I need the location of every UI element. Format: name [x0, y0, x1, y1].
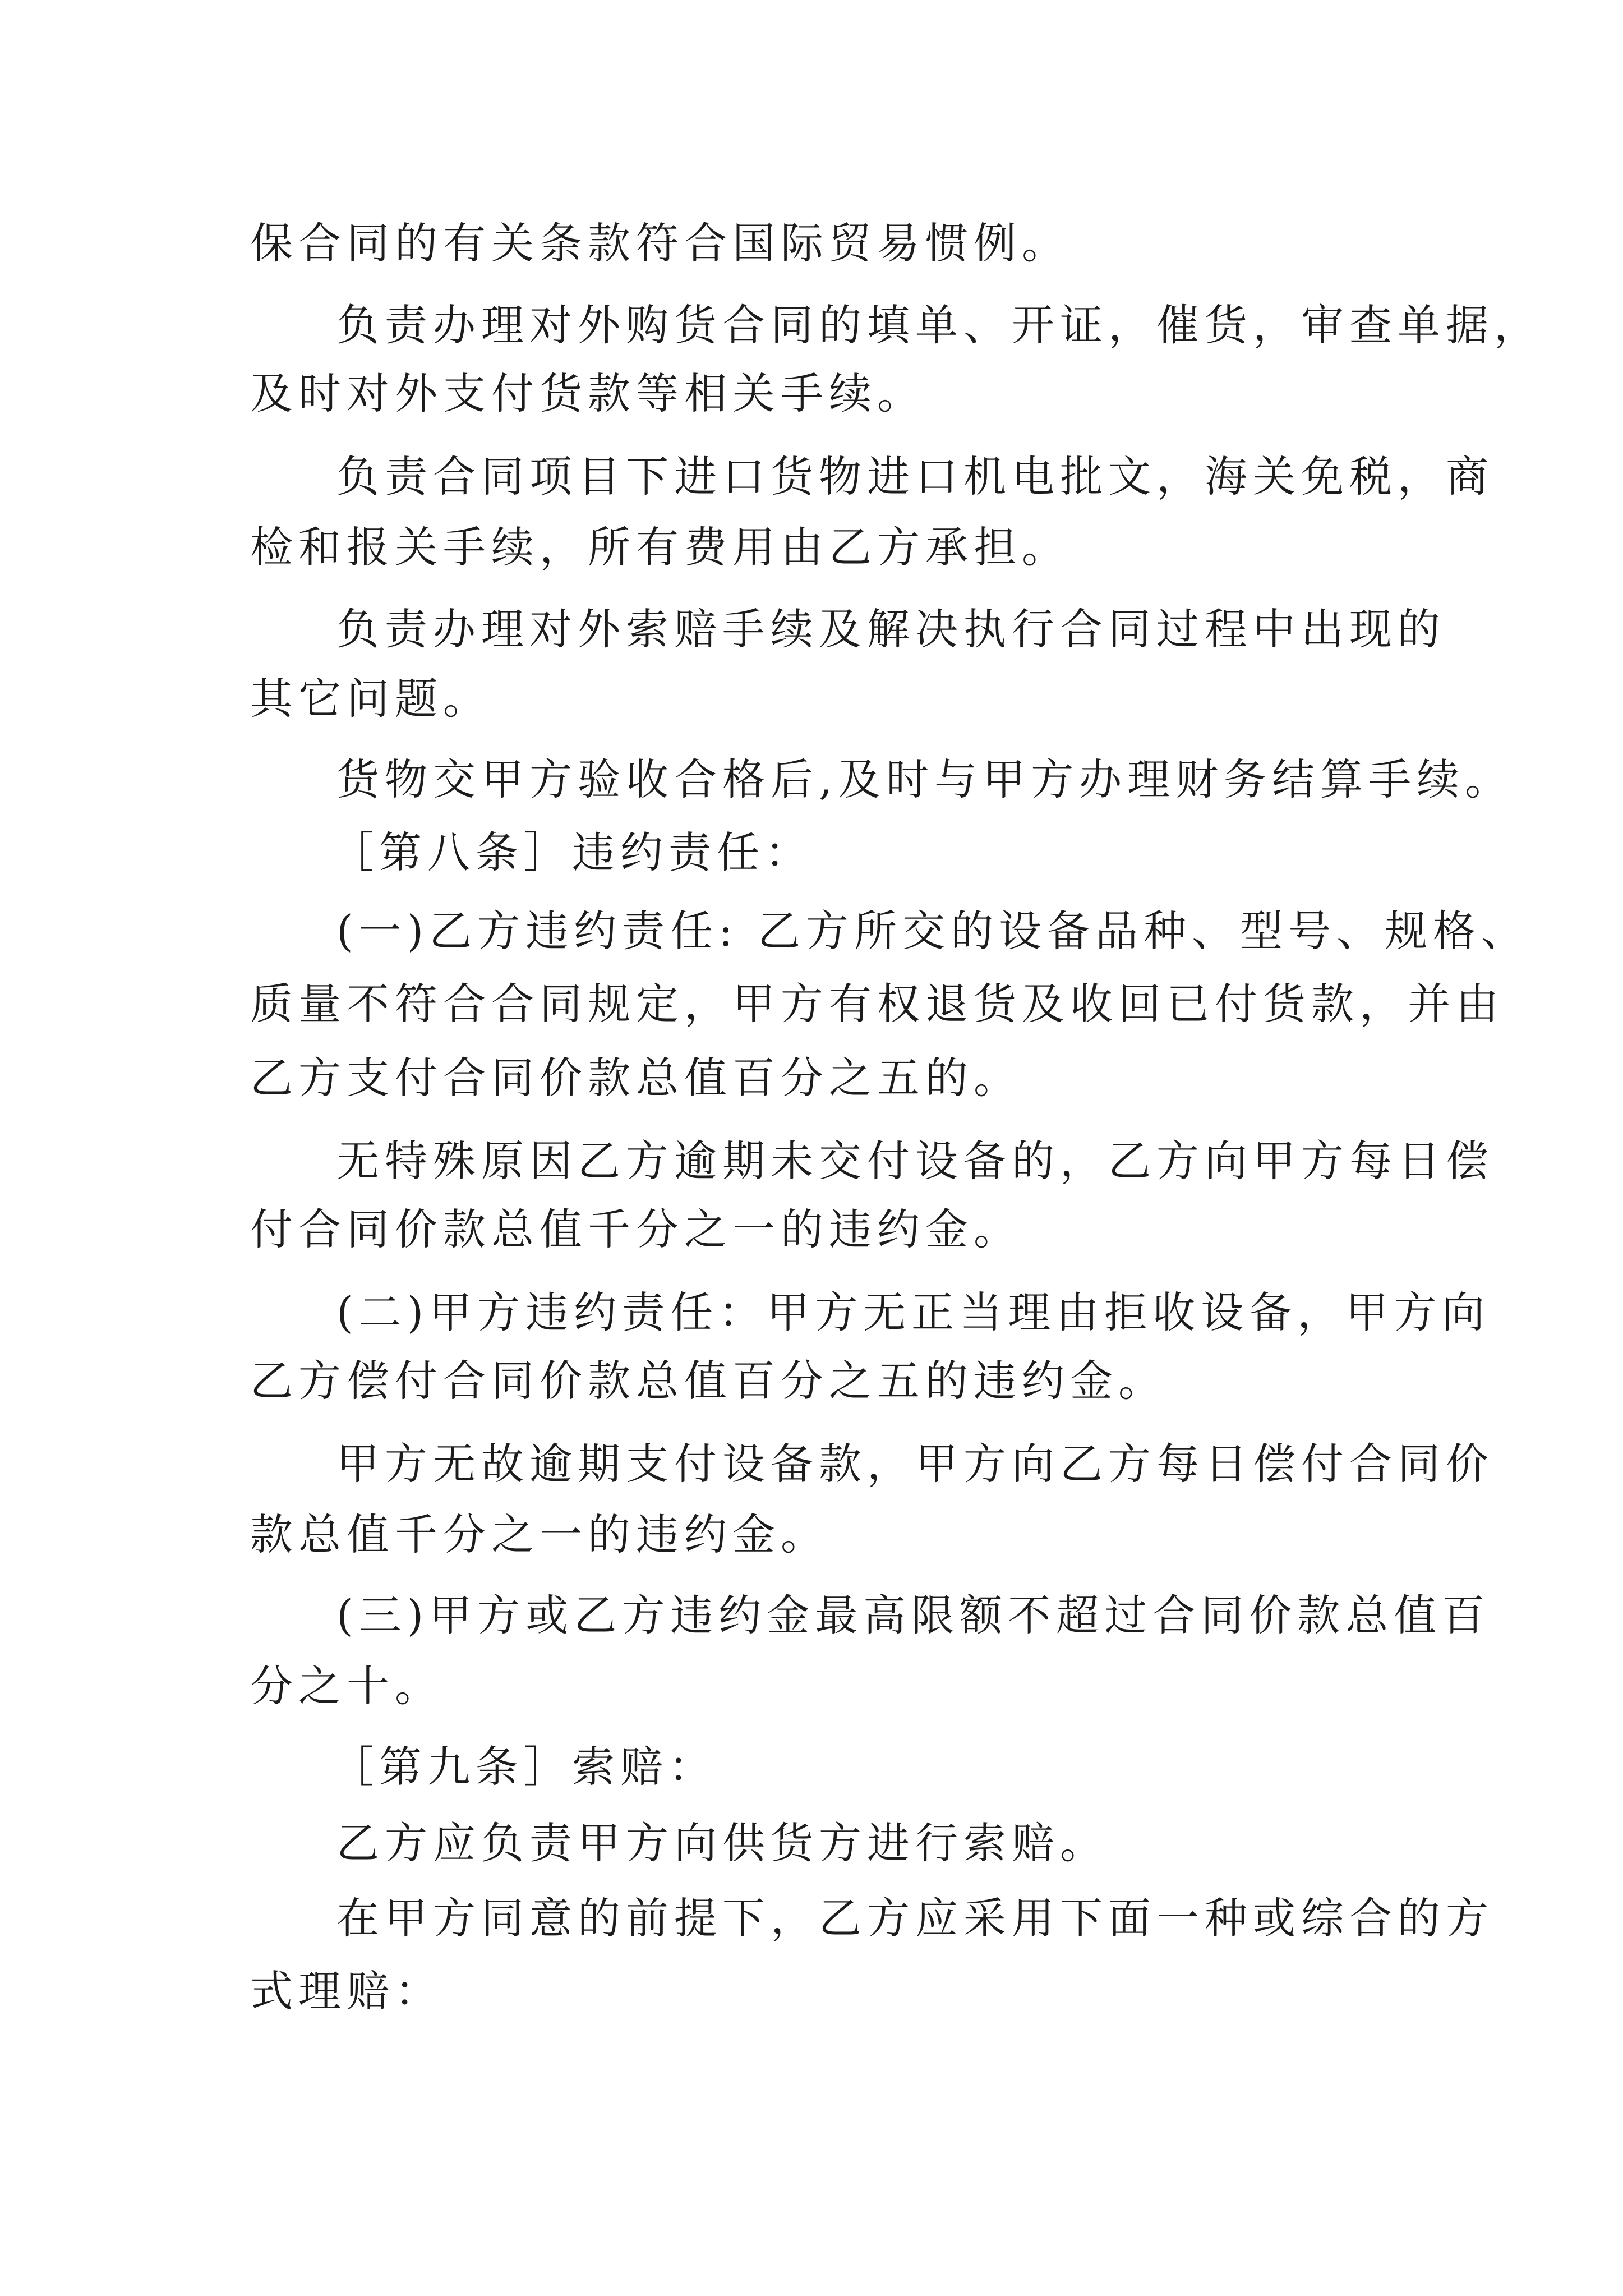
text-line-10: (一)乙方违约责任: 乙方所交的设备品种、型号、规格、 [336, 906, 1530, 956]
text-line-12: 乙方支付合同价款总值百分之五的。 [250, 1053, 1022, 1103]
text-line-2: 负责办理对外购货合同的填单、开证，催货，审查单据， [336, 300, 1542, 350]
text-line-20: 分之十。 [250, 1661, 443, 1711]
text-line-24: 式理赔： [250, 1966, 443, 2016]
text-line-8: 货物交甲方验收合格后,及时与甲方办理财务结算手续。 [336, 754, 1514, 804]
text-line-16: 乙方偿付合同价款总值百分之五的违约金。 [250, 1356, 1166, 1406]
section-heading-article-8: ［第八条］违约责任： [331, 827, 813, 877]
text-line-23: 在甲方同意的前提下，乙方应采用下面一种或综合的方 [336, 1893, 1494, 1943]
text-line-17: 甲方无故逾期支付设备款，甲方向乙方每日偿付合同价 [336, 1439, 1494, 1489]
text-line-13: 无特殊原因乙方逾期未交付设备的，乙方向甲方每日偿 [336, 1136, 1494, 1186]
text-line-5: 检和报关手续，所有费用由乙方承担。 [250, 522, 1070, 572]
text-line-14: 付合同价款总值千分之一的违约金。 [250, 1204, 1022, 1254]
text-line-1: 保合同的有关条款符合国际贸易惯例。 [250, 218, 1070, 268]
text-line-4: 负责合同项目下进口货物进口机电批文，海关免税，商 [336, 452, 1494, 501]
text-line-15: (二)甲方违约责任：甲方无正当理由拒收设备，甲方向 [336, 1287, 1491, 1337]
text-line-19: (三)甲方或乙方违约金最高限额不超过合同价款总值百 [336, 1590, 1491, 1640]
text-line-22: 乙方应负责甲方向供货方进行索赔。 [336, 1818, 1108, 1868]
text-line-6: 负责办理对外索赔手续及解决执行合同过程中出现的 [336, 604, 1446, 654]
text-line-7: 其它问题。 [250, 674, 491, 724]
text-line-3: 及时对外支付货款等相关手续。 [250, 369, 925, 418]
text-line-18: 款总值千分之一的违约金。 [250, 1510, 829, 1559]
text-line-11: 质量不符合合同规定，甲方有权退货及收回已付货款，并由 [250, 979, 1504, 1029]
section-heading-article-9: ［第九条］索赔： [331, 1742, 717, 1792]
